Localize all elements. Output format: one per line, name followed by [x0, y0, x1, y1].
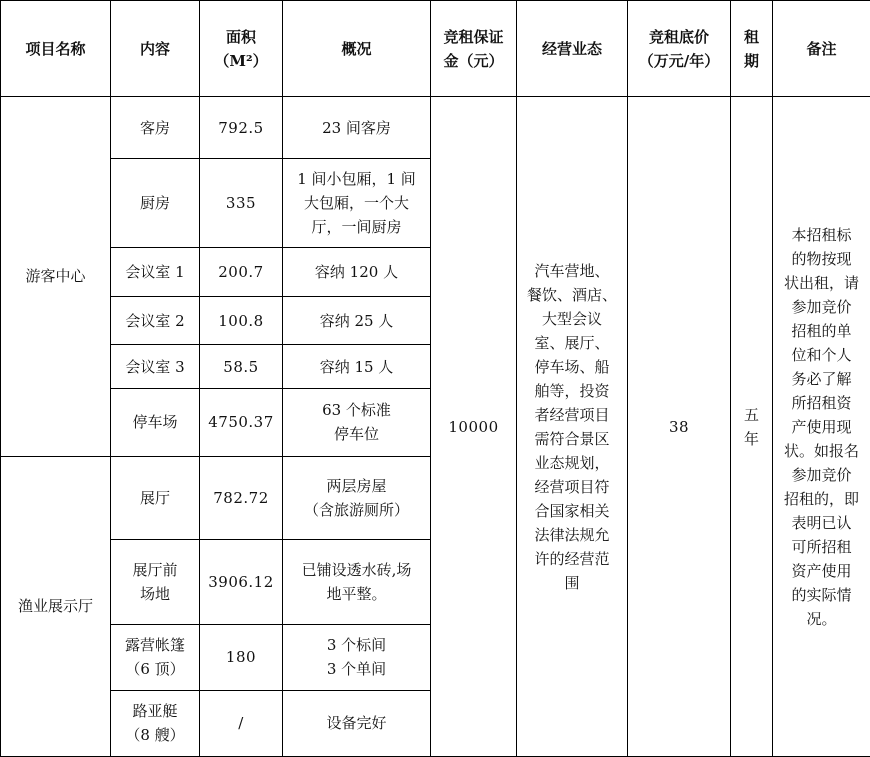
row-area: 200.7: [200, 248, 283, 297]
row-area: 4750.37: [200, 389, 283, 456]
row-content: 会议室 1: [111, 248, 200, 297]
header-area: 面积 （M²）: [200, 1, 283, 97]
business-cell: 汽车营地、 餐饮、酒店、 大型会议 室、展厅、 停车场、船 舶等，投资 者经营项目 需符合景区 业态规划， 经营项目符 合国家相关 法律法规允 许的经营范 围: [517, 97, 628, 757]
row-content: 会议室 2: [111, 297, 200, 345]
row-content: 路亚艇 （8 艘）: [111, 690, 200, 756]
row-area: 792.5: [200, 97, 283, 159]
group-visitor-center: 游客中心: [1, 97, 111, 457]
row-area: 58.5: [200, 345, 283, 389]
row-content: 展厅前 场地: [111, 539, 200, 624]
header-content: 内容: [111, 1, 200, 97]
deposit-cell: 10000: [431, 97, 517, 757]
header-remark: 备注: [773, 1, 870, 97]
row-content: 停车场: [111, 389, 200, 456]
row-content: 厨房: [111, 159, 200, 248]
row-overview: 两层房屋 （含旅游厕所）: [283, 456, 431, 539]
row-area: 3906.12: [200, 539, 283, 624]
row-area: 180: [200, 624, 283, 690]
row-overview: 容纳 25 人: [283, 297, 431, 345]
group-fishery-hall: 渔业展示厅: [1, 456, 111, 757]
price-cell: 38: [628, 97, 731, 757]
header-overview: 概况: [283, 1, 431, 97]
row-content: 露营帐篷 （6 顶）: [111, 624, 200, 690]
header-name: 项目名称: [1, 1, 111, 97]
row-area: 335: [200, 159, 283, 248]
table-row: [1, 97, 870, 159]
header-price: 竞租底价 （万元/年）: [628, 1, 731, 97]
row-area: 100.8: [200, 297, 283, 345]
header-row: [1, 1, 870, 97]
row-overview: 1 间小包厢，1 间 大包厢，一个大 厅，一间厨房: [283, 159, 431, 248]
term-cell: 五 年: [731, 97, 773, 757]
header-business: 经营业态: [517, 1, 628, 97]
row-overview: 容纳 15 人: [283, 345, 431, 389]
row-overview: 63 个标准 停车位: [283, 389, 431, 456]
row-area: /: [200, 690, 283, 756]
row-overview: 已铺设透水砖,场 地平整。: [283, 539, 431, 624]
row-area: 782.72: [200, 456, 283, 539]
row-overview: 3 个标间 3 个单间: [283, 624, 431, 690]
header-deposit: 竞租保证 金（元）: [431, 1, 517, 97]
row-content: 会议室 3: [111, 345, 200, 389]
header-term: 租 期: [731, 1, 773, 97]
row-content: 展厅: [111, 456, 200, 539]
row-overview: 23 间客房: [283, 97, 431, 159]
remark-cell: 本招租标 的物按现 状出租，请 参加竞价 招租的单 位和个人 务必了解 所招租资 产使用现 状。如报名 参加竞价 招租的，即 表明已认 可所招租 资产使用 的实际情 况。: [773, 97, 870, 757]
row-content: 客房: [111, 97, 200, 159]
row-overview: 容纳 120 人: [283, 248, 431, 297]
row-overview: 设备完好: [283, 690, 431, 756]
